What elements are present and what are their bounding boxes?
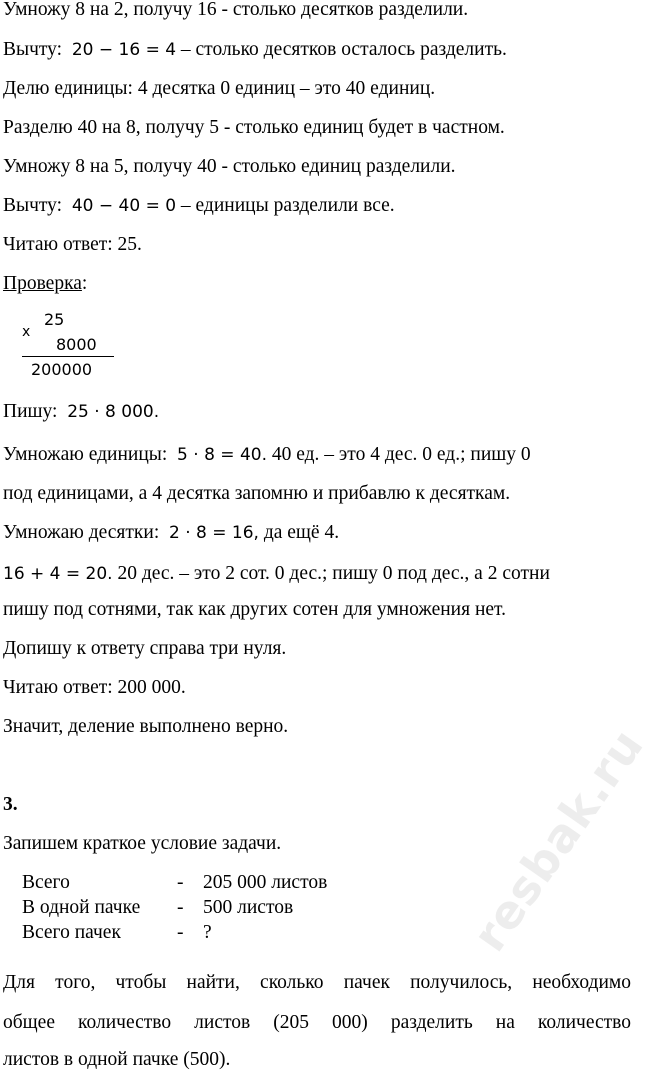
text-line: Делю единицы: 4 десятка 0 единиц – это 40 единиц.	[3, 78, 436, 99]
condition-label: Всего пачек	[22, 922, 121, 943]
math-expression: 5 · 8 = 40.	[177, 445, 267, 465]
check-heading: Проверка:	[3, 273, 88, 294]
text-line: Значит, деление выполнено верно.	[3, 716, 289, 737]
text-line: Вычту: 40 − 40 = 0 – единицы разделили все.	[3, 195, 395, 216]
text-line: 16 + 4 = 20. 20 дес. – это 2 сот. 0 дес.; пишу 0 под дес., а 2 сотни	[3, 563, 550, 584]
text-line: листов в одной пачке (500).	[3, 1049, 231, 1070]
condition-label: Всего	[22, 872, 70, 893]
condition-dash: -	[177, 922, 184, 943]
text-line: под единицами, а 4 десятка запомню и прибавлю к десяткам.	[3, 483, 511, 504]
math-expression: 16 + 4 = 20.	[3, 564, 113, 584]
text-line: общее количество листов (205 000) разделить на количество	[3, 1012, 631, 1033]
text-line: Допишу к ответу справа три нуля.	[3, 638, 287, 659]
text-line: Читаю ответ: 25.	[3, 234, 142, 255]
text-line: Пишу: 25 · 8 000.	[3, 401, 160, 422]
math-expression: 40 − 40 = 0	[71, 196, 177, 216]
multiplier: 8000	[56, 335, 97, 354]
section-number: 3.	[3, 794, 18, 815]
watermark: resbak.ru	[462, 718, 654, 961]
condition-value: 205 000 листов	[203, 872, 328, 893]
math-expression: 25 · 8 000.	[67, 402, 160, 422]
multiply-sign: x	[22, 324, 31, 340]
condition-value: 500 листов	[203, 897, 294, 918]
text-line: пишу под сотнями, так как других сотен для умножения нет.	[3, 599, 506, 620]
text-line: Умножаю десятки: 2 · 8 = 16, да ещё 4.	[3, 522, 340, 543]
text-line: Вычту: 20 − 16 = 4 – столько десятков осталось разделить.	[3, 39, 507, 60]
text-line: Читаю ответ: 200 000.	[3, 677, 186, 698]
multiplicand: 25	[44, 310, 65, 329]
condition-dash: -	[177, 897, 184, 918]
result-underline	[22, 356, 114, 357]
math-expression: 20 − 16 = 4	[71, 40, 177, 60]
math-expression: 2 · 8 = 16,	[169, 523, 259, 543]
product: 200000	[31, 360, 93, 379]
condition-value: ?	[203, 922, 212, 943]
text-line: Разделю 40 на 8, получу 5 - столько единиц будет в частном.	[3, 117, 505, 138]
condition-dash: -	[177, 872, 184, 893]
text-line: Умножу 8 на 5, получу 40 - столько единиц разделили.	[3, 156, 456, 177]
text-line: Для того, чтобы найти, сколько пачек получилось, необходимо	[3, 972, 631, 993]
text-line: Умножаю единицы: 5 · 8 = 40. 40 ед. – это 4 дес. 0 ед.; пишу 0	[3, 444, 531, 465]
condition-label: В одной пачке	[22, 897, 141, 918]
text-line: Умножу 8 на 2, получу 16 - столько десятков разделили.	[3, 0, 469, 20]
text-line: Запишем краткое условие задачи.	[3, 833, 282, 854]
